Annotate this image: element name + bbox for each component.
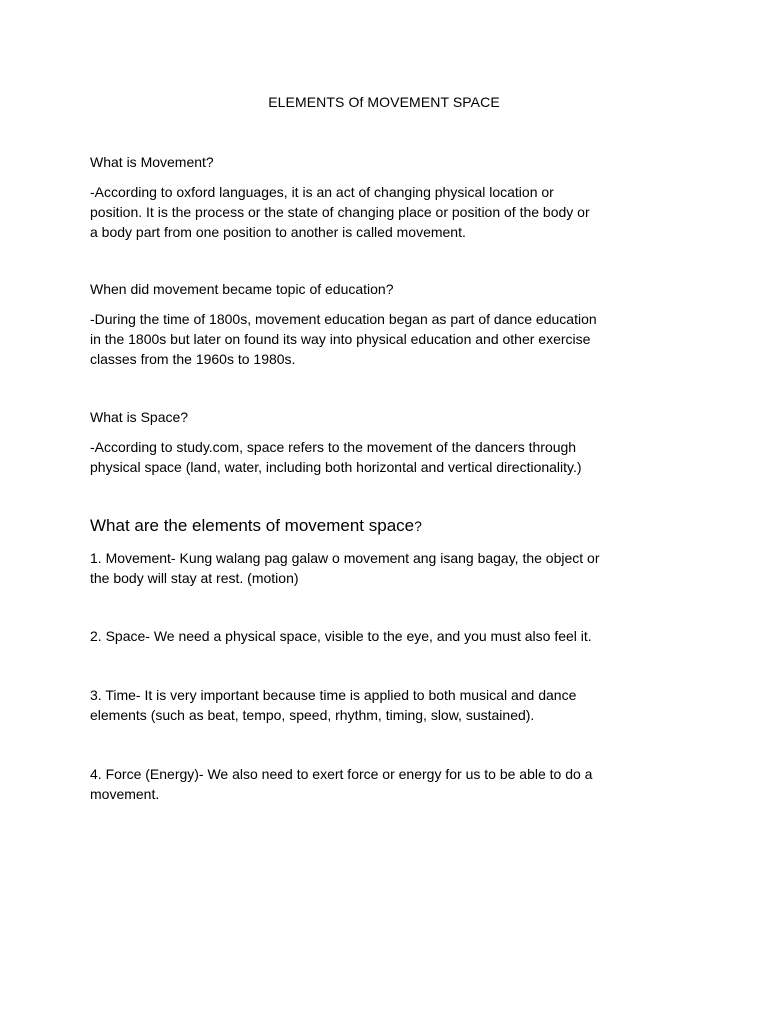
question-movement-education: When did movement became topic of education? <box>90 281 394 297</box>
elements-heading-text: What are the elements of movement space <box>90 516 415 535</box>
answer-line: classes from the 1960s to 1980s. <box>90 351 296 367</box>
elements-heading <box>90 515 690 537</box>
question-what-is-movement: What is Movement? <box>90 154 214 170</box>
answer-line: -According to oxford languages, it is an act of changing physical location or <box>90 184 554 200</box>
answer-line: a body part from one position to another is called movement. <box>90 224 466 240</box>
answer-line: -During the time of 1800s, movement education began as part of dance education <box>90 311 597 327</box>
element-item-time <box>90 685 690 725</box>
question-what-is-space: What is Space? <box>90 409 189 425</box>
answer-what-is-movement <box>90 182 690 242</box>
answer-what-is-space <box>90 437 690 477</box>
element-item-movement <box>90 548 690 588</box>
element-line: the body will stay at rest. (motion) <box>90 570 299 586</box>
answer-line: in the 1800s but later on found its way into physical education and other exercise <box>90 331 591 347</box>
element-line: 3. Time- It is very important because time is applied to both musical and dance <box>90 687 577 703</box>
answer-movement-education <box>90 309 690 369</box>
element-line: movement. <box>90 786 160 802</box>
elements-heading-mark: ? <box>414 518 422 534</box>
element-line: 4. Force (Energy)- We also need to exert force or energy for us to be able to do a <box>90 766 593 782</box>
answer-line: physical space (land, water, including both horizontal and vertical directionality.) <box>90 459 582 475</box>
element-item-space <box>90 626 690 646</box>
element-line: 2. Space- We need a physical space, visible to the eye, and you must also feel it. <box>90 628 592 644</box>
element-item-force <box>90 764 690 804</box>
answer-line: position. It is the process or the state of changing place or position of the body or <box>90 204 590 220</box>
element-line: 1. Movement- Kung walang pag galaw o movement ang isang bagay, the object or <box>90 550 600 566</box>
document-title: ELEMENTS Of MOVEMENT SPACE <box>268 94 500 110</box>
answer-line: -According to study.com, space refers to the movement of the dancers through <box>90 439 577 455</box>
element-line: elements (such as beat, tempo, speed, rhythm, timing, slow, sustained). <box>90 707 535 723</box>
